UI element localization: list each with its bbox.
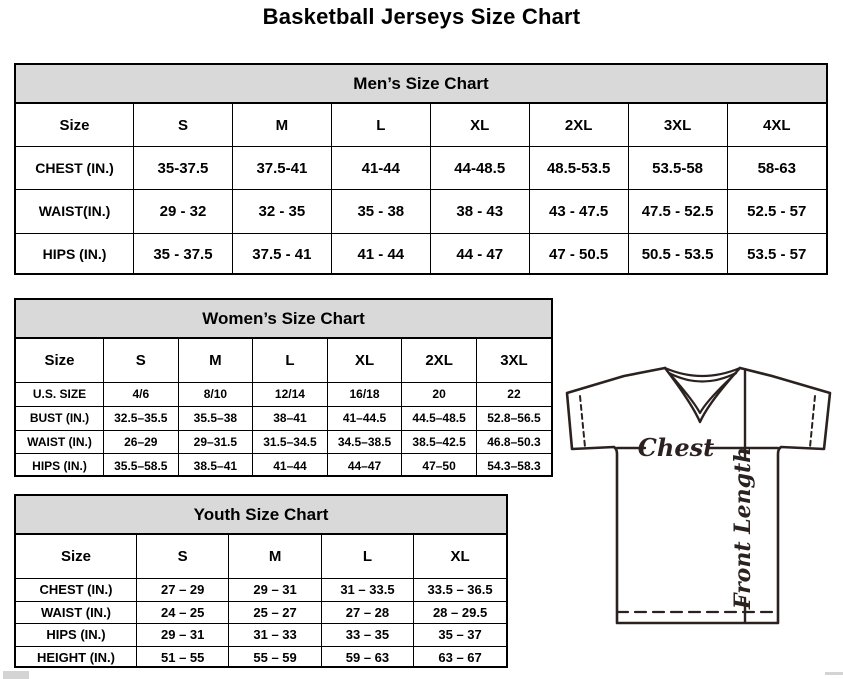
- column-header: M: [178, 339, 253, 383]
- row-label: BUST (IN.): [16, 406, 104, 430]
- size-value-cell: 55 – 59: [229, 646, 321, 668]
- size-value-cell: 46.8–50.3: [476, 430, 551, 454]
- column-header: L: [331, 104, 430, 147]
- size-value-cell: 41-44: [331, 147, 430, 190]
- size-value-cell: 25 – 27: [229, 601, 321, 624]
- size-value-cell: 63 – 67: [414, 646, 506, 668]
- size-value-cell: 34.5–38.5: [327, 430, 402, 454]
- column-header: 3XL: [476, 339, 551, 383]
- jersey-outline: [567, 368, 830, 623]
- column-header: 4XL: [727, 104, 826, 147]
- table-row: [16, 454, 551, 477]
- size-value-cell: 20: [402, 383, 477, 407]
- size-value-cell: 29 - 32: [134, 190, 233, 233]
- size-value-cell: 37.5 - 41: [232, 233, 331, 275]
- front-length-label: Front Length: [730, 446, 756, 610]
- size-value-cell: 32 - 35: [232, 190, 331, 233]
- youth-size-table: [16, 534, 506, 668]
- size-value-cell: 35.5–58.5: [104, 454, 179, 477]
- size-value-cell: 8/10: [178, 383, 253, 407]
- size-value-cell: 37.5-41: [232, 147, 331, 190]
- table-row: [16, 430, 551, 454]
- column-header: 2XL: [402, 339, 477, 383]
- size-value-cell: 48.5-53.5: [529, 147, 628, 190]
- collar-back-arc-outer: [665, 368, 740, 376]
- scrollbar-artifact-left: [3, 671, 29, 679]
- size-value-cell: 32.5–35.5: [104, 406, 179, 430]
- size-value-cell: 44–47: [327, 454, 402, 477]
- size-value-cell: 59 – 63: [321, 646, 413, 668]
- jersey-measurement-diagram: [553, 360, 843, 630]
- table-row: [16, 624, 506, 647]
- row-label: CHEST (IN.): [16, 147, 134, 190]
- size-value-cell: 41–44: [253, 454, 328, 477]
- column-header: S: [104, 339, 179, 383]
- v-neck-inner: [669, 373, 736, 413]
- size-value-cell: 35 - 38: [331, 190, 430, 233]
- size-value-cell: 35 - 37.5: [134, 233, 233, 275]
- column-header: Size: [16, 339, 104, 383]
- column-header: Size: [16, 104, 134, 147]
- table-row: [16, 646, 506, 668]
- size-value-cell: 33 – 35: [321, 624, 413, 647]
- column-header: L: [253, 339, 328, 383]
- size-value-cell: 35-37.5: [134, 147, 233, 190]
- scrollbar-artifact-right: [825, 672, 843, 675]
- womens-size-chart-table: [14, 298, 553, 477]
- column-header: S: [134, 104, 233, 147]
- size-value-cell: 12/14: [253, 383, 328, 407]
- right-sleeve-cuff-dashes: [810, 396, 815, 447]
- row-label: WAIST(IN.): [16, 190, 134, 233]
- table-row: [16, 233, 826, 275]
- womens-size-chart-title: Women’s Size Chart: [16, 300, 551, 338]
- column-header: Size: [16, 535, 137, 579]
- row-label: WAIST (IN.): [16, 430, 104, 454]
- table-row: [16, 147, 826, 190]
- size-value-cell: 38.5–41: [178, 454, 253, 477]
- size-value-cell: 38 - 43: [430, 190, 529, 233]
- row-label: HIPS (IN.): [16, 454, 104, 477]
- chest-label: Chest: [637, 433, 715, 462]
- row-label: WAIST (IN.): [16, 601, 137, 624]
- column-header: 2XL: [529, 104, 628, 147]
- size-value-cell: 38–41: [253, 406, 328, 430]
- column-header: L: [321, 535, 413, 579]
- size-value-cell: 50.5 - 53.5: [628, 233, 727, 275]
- column-header: XL: [327, 339, 402, 383]
- womens-size-table: [16, 338, 551, 477]
- size-value-cell: 31 – 33.5: [321, 579, 413, 602]
- size-value-cell: 41 - 44: [331, 233, 430, 275]
- table-row: [16, 579, 506, 602]
- size-value-cell: 47.5 - 52.5: [628, 190, 727, 233]
- size-value-cell: 22: [476, 383, 551, 407]
- size-header-row: [16, 339, 551, 383]
- size-header-row: [16, 104, 826, 147]
- column-header: XL: [414, 535, 506, 579]
- size-header-row: [16, 535, 506, 579]
- size-value-cell: 53.5 - 57: [727, 233, 826, 275]
- size-value-cell: 47 - 50.5: [529, 233, 628, 275]
- size-value-cell: 29 – 31: [137, 624, 229, 647]
- size-value-cell: 44 - 47: [430, 233, 529, 275]
- row-label: HEIGHT (IN.): [16, 646, 137, 668]
- size-value-cell: 26–29: [104, 430, 179, 454]
- size-value-cell: 33.5 – 36.5: [414, 579, 506, 602]
- size-value-cell: 44.5–48.5: [402, 406, 477, 430]
- table-row: [16, 406, 551, 430]
- size-value-cell: 52.5 - 57: [727, 190, 826, 233]
- size-value-cell: 38.5–42.5: [402, 430, 477, 454]
- size-value-cell: 31.5–34.5: [253, 430, 328, 454]
- mens-size-table: [16, 103, 826, 275]
- size-value-cell: 31 – 33: [229, 624, 321, 647]
- size-value-cell: 47–50: [402, 454, 477, 477]
- size-value-cell: 16/18: [327, 383, 402, 407]
- table-row: [16, 190, 826, 233]
- left-sleeve-cuff-dashes: [580, 396, 585, 447]
- size-value-cell: 41–44.5: [327, 406, 402, 430]
- size-value-cell: 53.5-58: [628, 147, 727, 190]
- row-label: CHEST (IN.): [16, 579, 137, 602]
- size-value-cell: 28 – 29.5: [414, 601, 506, 624]
- table-row: [16, 601, 506, 624]
- size-value-cell: 44-48.5: [430, 147, 529, 190]
- row-label: HIPS (IN.): [16, 624, 137, 647]
- column-header: M: [232, 104, 331, 147]
- size-value-cell: 4/6: [104, 383, 179, 407]
- column-header: XL: [430, 104, 529, 147]
- size-value-cell: 43 - 47.5: [529, 190, 628, 233]
- row-label: U.S. SIZE: [16, 383, 104, 407]
- size-value-cell: 54.3–58.3: [476, 454, 551, 477]
- youth-size-chart-title: Youth Size Chart: [16, 496, 506, 534]
- size-value-cell: 27 – 28: [321, 601, 413, 624]
- size-value-cell: 27 – 29: [137, 579, 229, 602]
- table-row: [16, 383, 551, 407]
- column-header: M: [229, 535, 321, 579]
- collar-back-arc-inner: [669, 373, 736, 382]
- column-header: 3XL: [628, 104, 727, 147]
- page-title: Basketball Jerseys Size Chart: [262, 4, 581, 29]
- size-value-cell: 29–31.5: [178, 430, 253, 454]
- row-label: HIPS (IN.): [16, 233, 134, 275]
- size-value-cell: 58-63: [727, 147, 826, 190]
- size-value-cell: 29 – 31: [229, 579, 321, 602]
- size-value-cell: 35 – 37: [414, 624, 506, 647]
- size-value-cell: 35.5–38: [178, 406, 253, 430]
- column-header: S: [137, 535, 229, 579]
- size-value-cell: 24 – 25: [137, 601, 229, 624]
- mens-size-chart-table: [14, 63, 828, 275]
- size-value-cell: 52.8–56.5: [476, 406, 551, 430]
- mens-size-chart-title: Men’s Size Chart: [16, 65, 826, 103]
- youth-size-chart-table: [14, 494, 508, 668]
- size-value-cell: 51 – 55: [137, 646, 229, 668]
